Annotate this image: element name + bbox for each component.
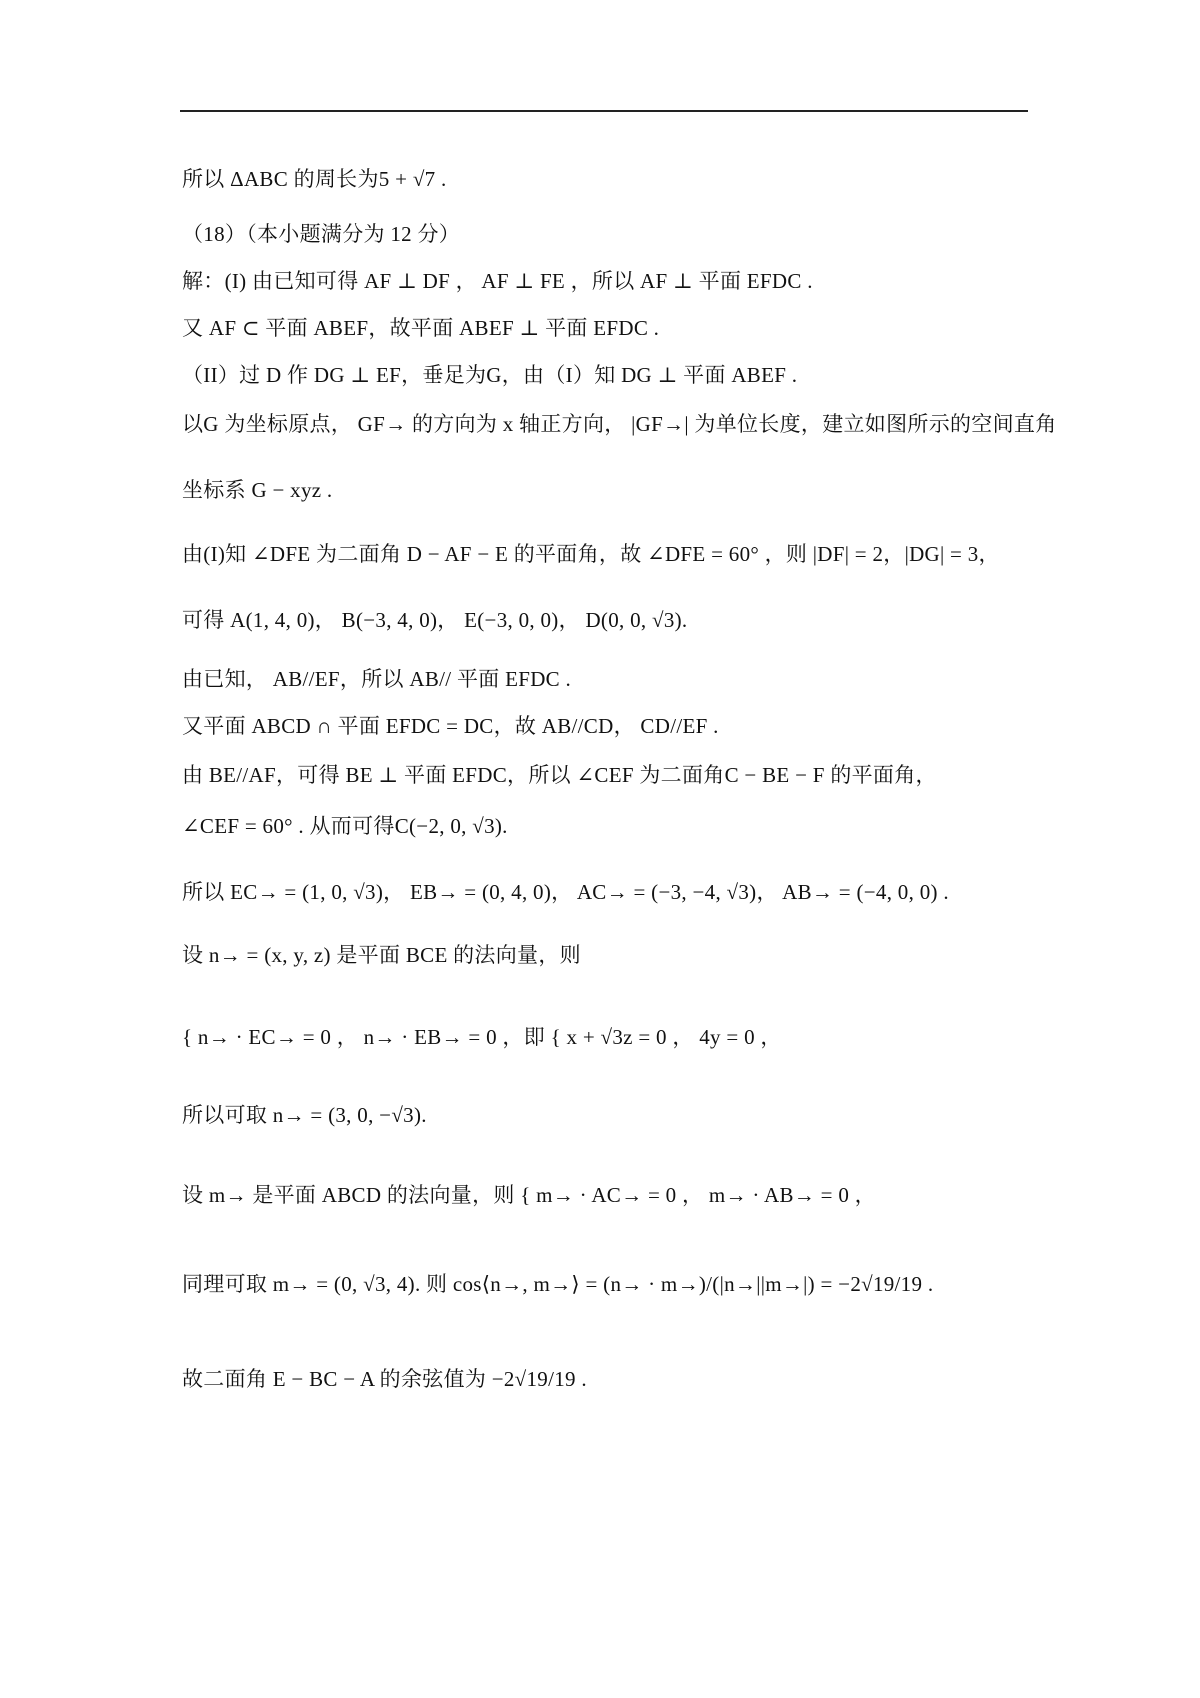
- perimeter-conclusion-line: 所以 ΔABC 的周长为5 + √7 .: [182, 167, 447, 191]
- parallel-line2: 又平面 ABCD ∩ 平面 EFDC = DC，故 AB//CD， CD//EF .: [182, 714, 719, 738]
- coordinate-system-line1: 以G 为坐标原点， GF→ 的方向为 x 轴正方向， |GF→| 为单位长度，建立如图所示的空间直角: [182, 412, 1057, 436]
- normal-vector-m-system: 设 m→ 是平面 ABCD 的法向量，则 { m→ · AC→ = 0 ， m→ · AB→ = 0 ，: [182, 1183, 876, 1207]
- final-answer-line: 故二面角 E − BC − A 的余弦值为 −2√19/19 .: [182, 1367, 587, 1391]
- coordinate-system-line2: 坐标系 G − xyz .: [182, 478, 333, 502]
- solution-part1-line2: 又 AF ⊂ 平面 ABEF，故平面 ABEF ⊥ 平面 EFDC .: [182, 316, 660, 340]
- normal-vector-n-intro: 设 n→ = (x, y, z) 是平面 BCE 的法向量，则: [182, 943, 581, 967]
- solution-part2-line1: （II）过 D 作 DG ⊥ EF，垂足为G，由（I）知 DG ⊥ 平面 ABEF .: [182, 363, 798, 387]
- parallel-line1: 由已知， AB//EF，所以 AB// 平面 EFDC .: [182, 667, 572, 691]
- angle-cef-line: ∠CEF = 60° . 从而可得C(−2, 0, √3).: [182, 814, 508, 838]
- dihedral-angle-line: 由(I)知 ∠DFE 为二面角 D − AF − E 的平面角，故 ∠DFE = 60° ，则 |DF| = 2，|DG| = 3，: [182, 542, 1000, 566]
- perpendicular-line: 由 BE//AF，可得 BE ⊥ 平面 EFDC，所以 ∠CEF 为二面角C − BE − F 的平面角，: [182, 763, 937, 787]
- problem-18-heading: （18）（本小题满分为 12 分）: [182, 222, 461, 246]
- normal-vector-n-system: { n→ · EC→ = 0 ， n→ · EB→ = 0 ，即 { x + √3z = 0 ， 4y = 0 ，: [182, 1025, 782, 1049]
- vectors-line: 所以 EC→ = (1, 0, √3)， EB→ = (0, 4, 0)， AC→ = (−3, −4, √3)， AB→ = (−4, 0, 0) .: [182, 880, 949, 904]
- header-rule: [180, 110, 1028, 112]
- solution-part1-line1: 解：(I) 由已知可得 AF ⊥ DF ， AF ⊥ FE ，所以 AF ⊥ 平面 EFDC .: [182, 269, 813, 293]
- cosine-computation-line: 同理可取 m→ = (0, √3, 4). 则 cos⟨n→, m→⟩ = (n→ · m→)/(|n→||m→|) = −2√19/19 .: [182, 1272, 934, 1296]
- point-coordinates-line: 可得 A(1, 4, 0)， B(−3, 4, 0)， E(−3, 0, 0)， D(0, 0, √3).: [182, 608, 688, 632]
- normal-vector-n-result: 所以可取 n→ = (3, 0, −√3).: [182, 1103, 427, 1127]
